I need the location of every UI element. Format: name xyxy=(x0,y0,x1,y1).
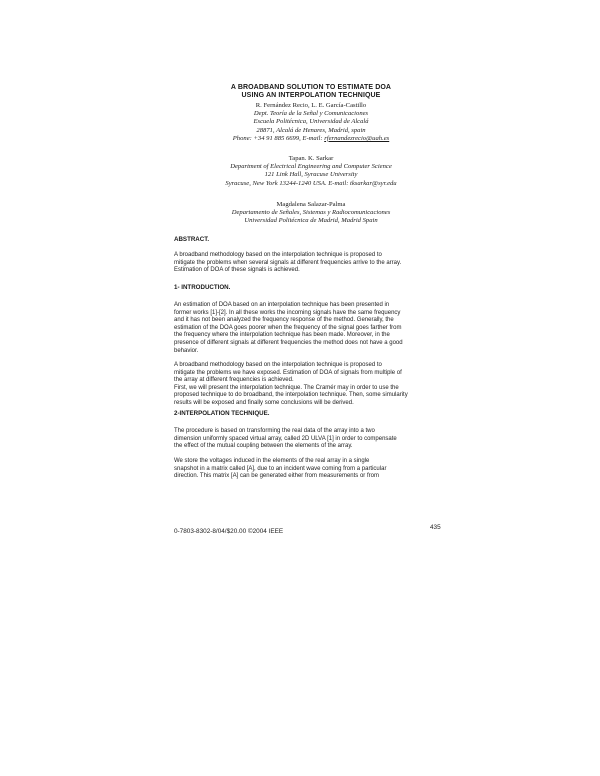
text-line: presence of different signals at different frequencies the method does not have a good xyxy=(174,339,403,346)
author-block-3 xyxy=(180,201,442,226)
introduction-paragraph-2 xyxy=(174,362,446,408)
author-name: Magdalena Salazar-Palma xyxy=(276,201,346,208)
author-affiliation: Escuela Politécnica, Universidad de Alcalá xyxy=(253,118,369,126)
text-line: proposed technique to do broadband, the interpolation technique. Then, some simularity xyxy=(174,392,408,399)
introduction-heading: 1- INTRODUCTION. xyxy=(174,284,231,291)
text-line: the frequency where the interpolation technique has been made. Moreover, in the xyxy=(174,332,390,339)
author-contact-text: Phone: +34 91 885 6699, E-mail: xyxy=(232,134,323,142)
text-line: First, we will present the interpolation technique. The Cramér may in order to use the xyxy=(174,384,399,391)
text-line: mitigate the problems when several signals at different frequencies arrive to the array. xyxy=(174,259,402,266)
title-line: USING AN INTERPOLATION TECHNIQUE xyxy=(241,92,381,99)
abstract-paragraph xyxy=(174,252,446,275)
text-line: direction. This matrix [A] can be generated either from measurements or from xyxy=(174,473,379,480)
text-line: A broadband methodology based on the interpolation technique is proposed to xyxy=(174,362,382,368)
author-contact xyxy=(180,135,442,143)
author-affiliation: 121 Link Hall, Syracuse University xyxy=(264,171,358,179)
author-name: R. Fernández Recio, L. E. García-Castillo xyxy=(255,102,367,109)
interpolation-paragraph-2 xyxy=(174,458,446,481)
text-line: estimation of the DOA goes poorer when the frequency of the signal goes farther from xyxy=(174,324,402,331)
text-line: dimension uniformly spaced virtual array, called 2D ULVA [1] in order to compensate xyxy=(174,435,397,442)
author-affiliation: Department of Electrical Engineering and Computer Science xyxy=(230,163,392,171)
interpolation-paragraph-1 xyxy=(174,428,446,451)
text-line: mitigate the problems we have exposed. Estimation of DOA of signals from multiple of xyxy=(174,369,402,376)
author-affiliation: Dept. Teoría de la Señal y Comunicaciones xyxy=(253,110,369,118)
author-name: Tapan. K. Sarkar xyxy=(288,155,334,162)
author-affiliation: 28871, Alcalá de Henares, Madrid, spain xyxy=(256,126,366,134)
text-line: The procedure is based on transforming the real data of the array into a two xyxy=(174,428,375,434)
title-line: A BROADBAND SOLUTION TO ESTIMATE DOA xyxy=(230,84,392,91)
author-affiliation: Universidad Politécnica de Madrid, Madrid Spain xyxy=(244,217,378,225)
abstract-heading: ABSTRACT. xyxy=(174,236,210,243)
author-email-link[interactable]: rfernandezrecio@uah.es xyxy=(324,134,390,142)
author-block-1 xyxy=(180,102,442,143)
interpolation-heading: 2-INTERPOLATION TECHNIQUE. xyxy=(174,410,270,417)
text-line: Estimation of DOA of these signals is achieved. xyxy=(174,267,300,274)
text-line: snapshot in a matrix called [A], due to an incident wave coming from a particular xyxy=(174,465,387,472)
author-affiliation: Syracuse, New York 13244-1240 USA. E-mail: tksarkar@syr.edu xyxy=(225,179,397,187)
text-line: results will be exposed and finally some conclusions will be derived. xyxy=(174,399,354,406)
text-line: the effect of the mutual coupling between the elements of the array. xyxy=(174,443,353,450)
footer-isbn: 0-7803-8302-8/04/$20.00 ©2004 IEEE xyxy=(174,528,284,535)
footer-page-number: 435 xyxy=(430,524,441,531)
text-line: We store the voltages induced in the elements of the real array in a single xyxy=(174,458,370,464)
paper-title xyxy=(180,84,442,100)
text-line: the array at different frequencies is achieved. xyxy=(174,377,294,384)
text-line: and it has not been analyzed the frequency response of the method. Generally, the xyxy=(174,317,394,324)
text-line: behavior. xyxy=(174,347,199,354)
introduction-paragraph-1 xyxy=(174,302,446,355)
text-line: An estimation of DOA based on an interpolation technique has been presented in xyxy=(174,302,390,308)
author-block-2 xyxy=(180,155,442,188)
text-line: A broadband methodology based on the interpolation technique is proposed to xyxy=(174,252,382,258)
author-affiliation: Departamento de Señales, Sistemas y Radiocomunicaciones xyxy=(231,209,391,217)
text-line: former works [1]-[2]. In all these works the incoming signals have the same frequency xyxy=(174,309,401,316)
